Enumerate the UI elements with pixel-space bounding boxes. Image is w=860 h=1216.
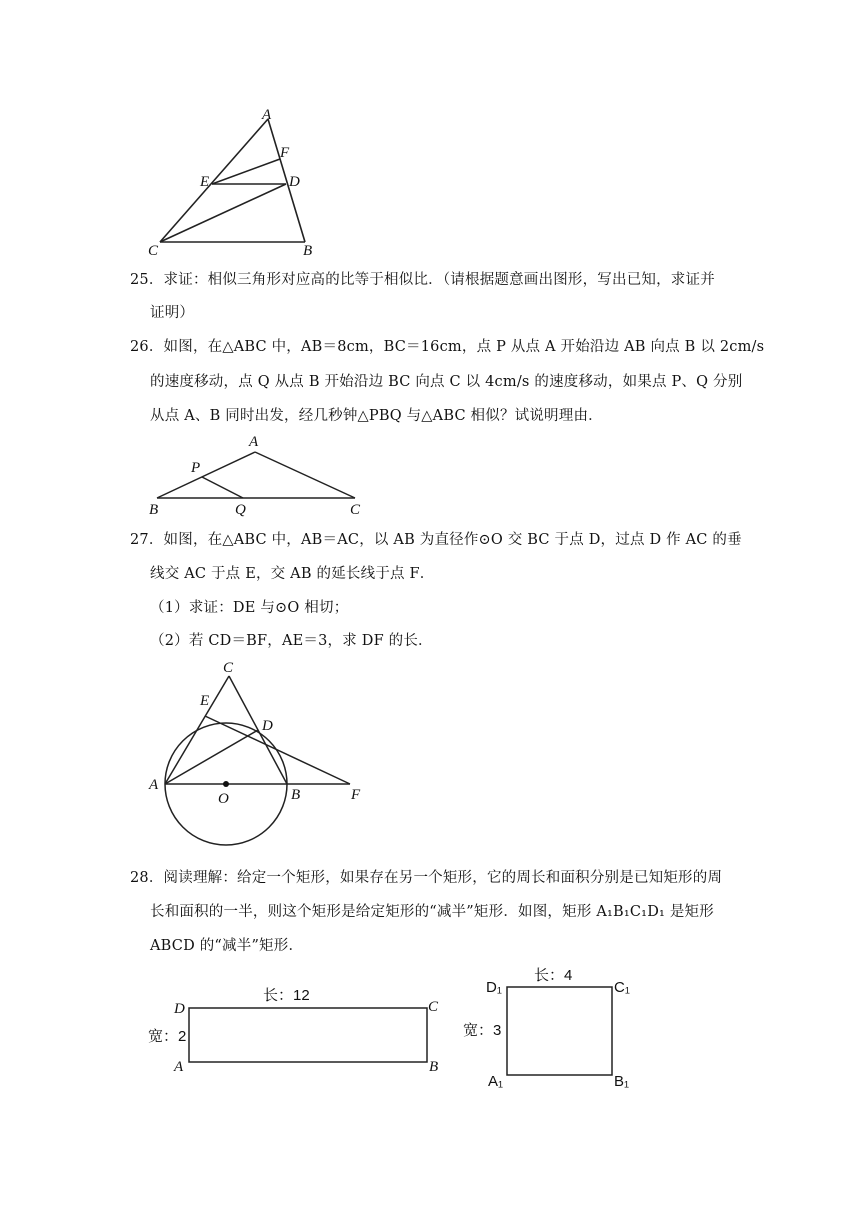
label-q: Q [235, 502, 246, 518]
label-a: A [262, 107, 272, 123]
label-c: C [428, 999, 439, 1015]
label-a: A [149, 777, 159, 793]
label-a: A [174, 1059, 184, 1075]
circle-figure-27 [145, 658, 370, 853]
q27-part1: （1）求证：DE 与⊙O 相切； [150, 600, 349, 616]
label-p: P [191, 460, 201, 476]
q27-line2: 线交 AC 于点 E，交 AB 的延长线于点 F． [150, 566, 435, 582]
label-c: C [148, 243, 159, 259]
label-a1: A₁ [488, 1073, 504, 1090]
q26-line3: 从点 A、B 同时出发，经几秒钟△PBQ 与△ABC 相似？试说明理由． [150, 408, 603, 424]
triangle-figure-24 [140, 105, 320, 260]
rectangle-abcd-figure [145, 975, 450, 1085]
label-f: F [280, 145, 290, 161]
width-label: 宽：2 [148, 1028, 187, 1045]
q27-part2: （2）若 CD＝BF，AE＝3，求 DF 的长． [150, 633, 433, 649]
label-d: D [289, 174, 300, 190]
label-b1: B₁ [614, 1073, 630, 1090]
q28-line1: 28．阅读理解：给定一个矩形，如果存在另一个矩形，它的周长和面积分别是已知矩形的周 [130, 870, 723, 886]
length-label: 长：4 [534, 967, 573, 984]
label-c: C [350, 502, 361, 518]
label-b: B [303, 243, 313, 259]
triangle-figure-26 [145, 432, 370, 517]
label-b: B [149, 502, 159, 518]
q26-line1: 26．如图，在△ABC 中，AB＝8cm，BC＝16cm，点 P 从点 A 开始沿边 AB 向点 B 以 2cm/s [130, 339, 765, 355]
q28-line3: ABCD 的“减半”矩形． [150, 938, 304, 954]
label-b: B [291, 787, 301, 803]
q25-line2: 证明） [150, 305, 195, 321]
label-e: E [200, 174, 210, 190]
label-e: E [200, 693, 210, 709]
q26-line2: 的速度移动，点 Q 从点 B 开始沿边 BC 向点 C 以 4cm/s 的速度移动，如果点 P、Q 分别 [150, 374, 743, 390]
length-label: 长：12 [263, 987, 310, 1004]
q27-line1: 27．如图，在△ABC 中，AB＝AC，以 AB 为直径作⊙O 交 BC 于点 D，过点 D 作 AC 的垂 [130, 532, 742, 548]
label-d: D [174, 1001, 185, 1017]
rectangle-a1b1c1d1-figure [460, 960, 645, 1095]
label-c1: C₁ [614, 979, 630, 996]
label-d1: D₁ [486, 979, 502, 996]
label-f: F [351, 787, 361, 803]
label-o: O [218, 791, 229, 807]
q28-line2: 长和面积的一半，则这个矩形是给定矩形的“减半”矩形．如图，矩形 A₁B₁C₁D₁ 是矩形 [150, 904, 714, 920]
label-a: A [249, 434, 259, 450]
label-d: D [262, 718, 273, 734]
label-c: C [223, 660, 234, 676]
q25-line1: 25．求证：相似三角形对应高的比等于相似比．（请根据题意画出图形，写出已知，求证并 [130, 272, 715, 288]
label-b: B [429, 1059, 439, 1075]
width-label: 宽：3 [463, 1022, 502, 1039]
